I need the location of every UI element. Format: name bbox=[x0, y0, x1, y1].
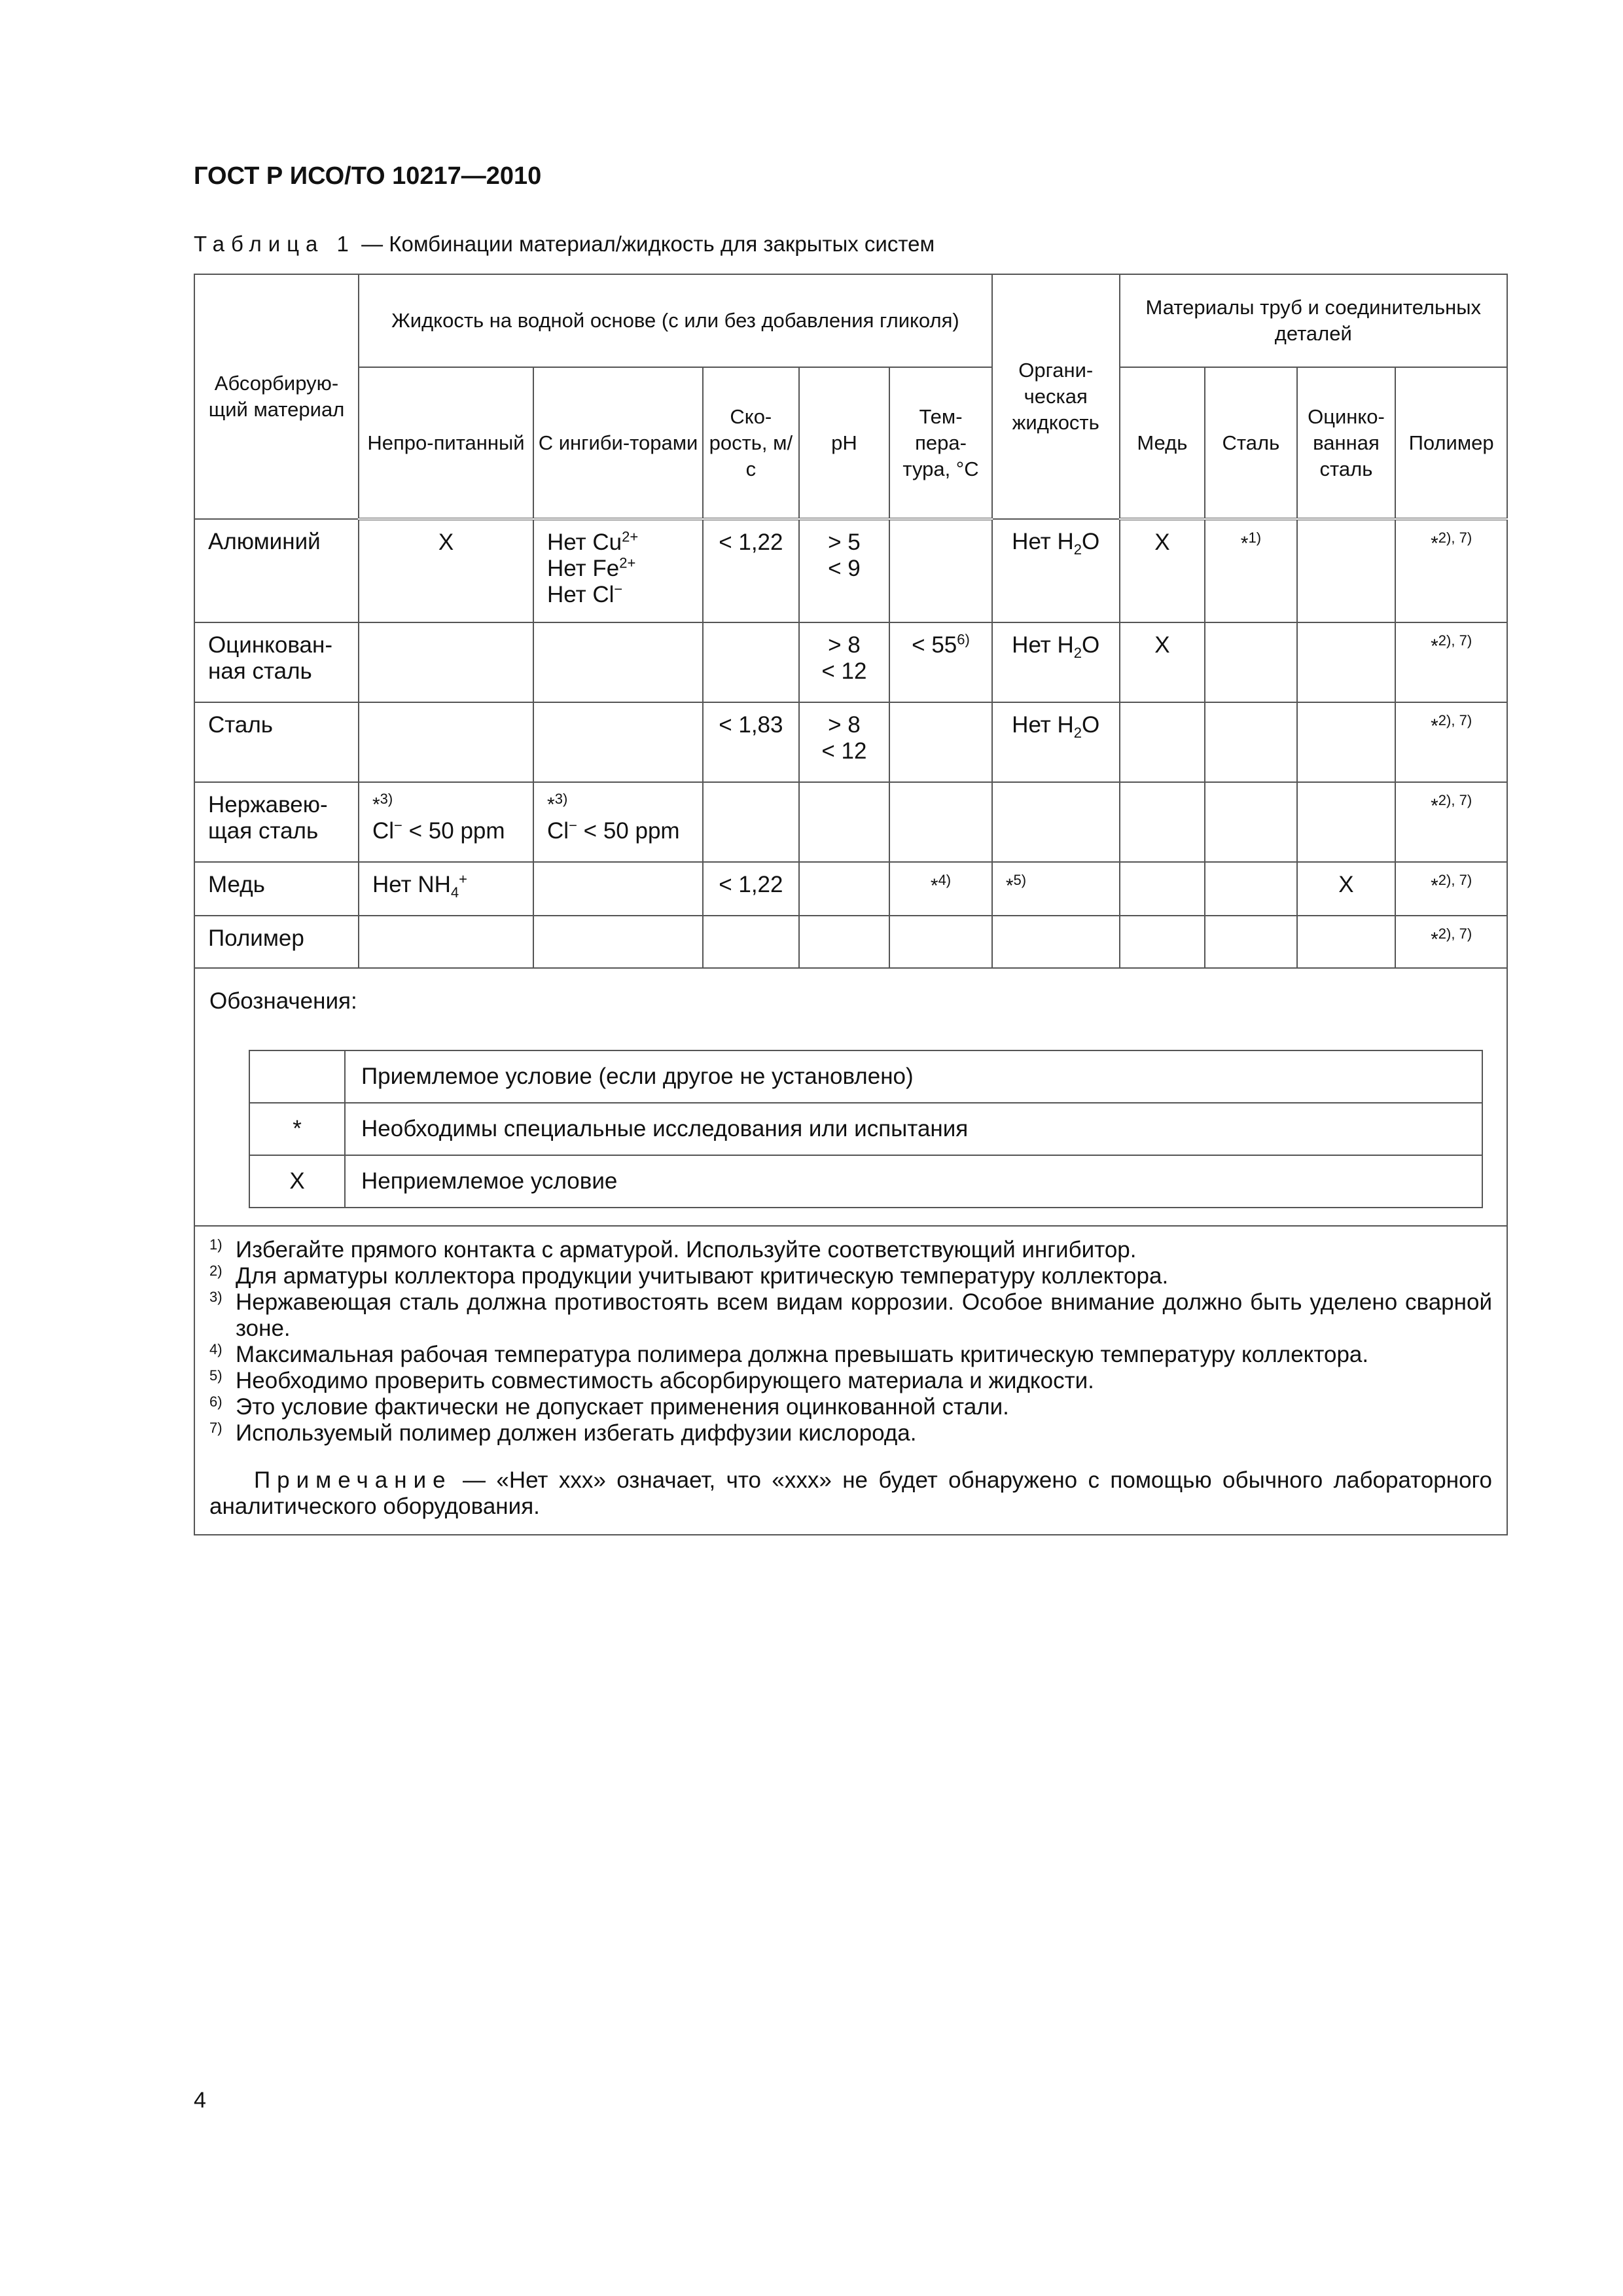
footnote: 3) Нержавеющая сталь должна противостоять всем видам коррозии. Особое внимание должно быть уделено сварной зоне. bbox=[209, 1289, 1492, 1341]
cell-steel bbox=[1205, 916, 1297, 968]
note-text: — «Нет xxx» означает, что «xxx» не будет обнаружено с помощью обычного лабораторного аналитического оборудования. bbox=[209, 1467, 1492, 1519]
header-water-group: Жидкость на водной основе (с или без добавления гликоля) bbox=[359, 274, 992, 367]
cell-temperature bbox=[889, 519, 992, 622]
header-absorber: Абсорбирую-щий материал bbox=[194, 274, 359, 519]
cell-polymer: *$^{2), 7)}$ bbox=[1395, 862, 1507, 916]
cell-ph: > 8 < 12 bbox=[799, 622, 890, 702]
table-row-polymer bbox=[194, 916, 1507, 968]
table-caption-label: Таблица 1 bbox=[194, 232, 355, 256]
cell-speed bbox=[703, 622, 799, 702]
header-ph: pH bbox=[799, 367, 890, 519]
cell-speed: < 1,22 bbox=[703, 519, 799, 622]
legend-symbol: * bbox=[249, 1103, 345, 1155]
header-steel: Сталь bbox=[1205, 367, 1297, 519]
header-pipe-group: Материалы труб и соединительных деталей bbox=[1120, 274, 1507, 367]
cell-galvanized bbox=[1297, 916, 1396, 968]
footnote: 4) Максимальная рабочая температура полимера должна превышать критическую температуру коллектора. bbox=[209, 1341, 1369, 1367]
cell-temperature bbox=[889, 782, 992, 862]
cell-temperature bbox=[889, 916, 992, 968]
table-row-galvanized-steel bbox=[194, 622, 1507, 702]
header-temperature: Тем-пера-тура, °C bbox=[889, 367, 992, 519]
cell-inhibitors bbox=[533, 916, 703, 968]
cell-copper: X bbox=[1120, 622, 1205, 702]
cell-galvanized bbox=[1297, 622, 1396, 702]
header-copper: Медь bbox=[1120, 367, 1205, 519]
legend-table bbox=[249, 1050, 1483, 1208]
notes-row bbox=[194, 1226, 1507, 1535]
cell-organic: *$^{5)}$ bbox=[992, 862, 1120, 916]
row-material-name: Сталь bbox=[194, 702, 359, 782]
cell-galvanized bbox=[1297, 702, 1396, 782]
header-untreated: Непро-питанный bbox=[359, 367, 533, 519]
cell-polymer: *$^{2), 7)}$ bbox=[1395, 916, 1507, 968]
cell-temperature: *$^{4)}$ bbox=[889, 862, 992, 916]
cell-steel bbox=[1205, 702, 1297, 782]
table-row-stainless-steel bbox=[194, 782, 1507, 862]
cell-polymer: *$^{2), 7)}$ bbox=[1395, 622, 1507, 702]
cell-steel bbox=[1205, 622, 1297, 702]
footnote: 7) Используемый полимер должен избегать диффузии кислорода. bbox=[209, 1420, 917, 1446]
table-row-steel bbox=[194, 702, 1507, 782]
cell-inhibitors bbox=[533, 622, 703, 702]
legend-item bbox=[249, 1103, 1482, 1155]
legend-title: Обозначения: bbox=[209, 988, 357, 1014]
cell-organic: Нет $H_2O$ bbox=[992, 702, 1120, 782]
table-row-copper bbox=[194, 862, 1507, 916]
cell-organic: Нет $H_2O$ bbox=[992, 519, 1120, 622]
cell-untreated: *$^{3)}$ Cl− < 50 ppm bbox=[359, 782, 533, 862]
cell-copper bbox=[1120, 702, 1205, 782]
cell-steel: *$^{1)}$ bbox=[1205, 519, 1297, 622]
footnote: 2) Для арматуры коллектора продукции учитывают критическую температуру коллектора. bbox=[209, 1263, 1169, 1289]
cell-speed bbox=[703, 916, 799, 968]
cell-temperature bbox=[889, 702, 992, 782]
cell-inhibitors: Нет $Cu^{2+}$ Нет $Fe^{2+}$ Нет Cl− bbox=[533, 519, 703, 622]
cell-untreated bbox=[359, 622, 533, 702]
cell-polymer: *$^{2), 7)}$ bbox=[1395, 782, 1507, 862]
page-number: 4 bbox=[194, 2088, 206, 2113]
header-polymer: Полимер bbox=[1395, 367, 1507, 519]
legend-item bbox=[249, 1155, 1482, 1208]
header-galvanized: Оцинко-ванная сталь bbox=[1297, 367, 1396, 519]
cell-inhibitors bbox=[533, 702, 703, 782]
legend-text: Необходимы специальные исследования или испытания bbox=[345, 1103, 1482, 1155]
cell-galvanized: X bbox=[1297, 862, 1396, 916]
footnotes-section bbox=[194, 1226, 1507, 1535]
cell-steel bbox=[1205, 782, 1297, 862]
row-material-name: Оцинкован-ная сталь bbox=[194, 622, 359, 702]
table-note bbox=[209, 1467, 1492, 1520]
footnote: 5) Необходимо проверить совместимость абсорбирующего материала и жидкости. bbox=[209, 1367, 1094, 1393]
legend-section bbox=[194, 968, 1507, 1226]
legend-symbol bbox=[249, 1050, 345, 1103]
cell-temperature: < $55^{6)}$ bbox=[889, 622, 992, 702]
cell-inhibitors: *$^{3)}$ Cl− < 50 ppm bbox=[533, 782, 703, 862]
row-material-name: Алюминий bbox=[194, 519, 359, 622]
cell-untreated bbox=[359, 916, 533, 968]
compatibility-table-container bbox=[194, 274, 1508, 1535]
cell-speed: < 1,83 bbox=[703, 702, 799, 782]
cell-galvanized bbox=[1297, 519, 1396, 622]
table-caption-text: — Комбинации материал/жидкость для закрытых систем bbox=[355, 232, 935, 256]
footnote: 6) Это условие фактически не допускает применения оцинкованной стали. bbox=[209, 1393, 1009, 1420]
legend-text: Неприемлемое условие bbox=[345, 1155, 1482, 1208]
cell-ph bbox=[799, 916, 890, 968]
cell-copper bbox=[1120, 916, 1205, 968]
legend-item bbox=[249, 1050, 1482, 1103]
compatibility-table bbox=[194, 274, 1508, 1535]
legend-text: Приемлемое условие (если другое не установлено) bbox=[345, 1050, 1482, 1103]
cell-organic: Нет $H_2O$ bbox=[992, 622, 1120, 702]
cell-ph bbox=[799, 862, 890, 916]
cell-untreated: X bbox=[359, 519, 533, 622]
cell-galvanized bbox=[1297, 782, 1396, 862]
cell-untreated bbox=[359, 702, 533, 782]
cell-speed: < 1,22 bbox=[703, 862, 799, 916]
legend-symbol: X bbox=[249, 1155, 345, 1208]
table-caption bbox=[194, 232, 935, 257]
cell-ph bbox=[799, 782, 890, 862]
header-row-1 bbox=[194, 274, 1507, 367]
note-label: Примечание bbox=[254, 1467, 452, 1493]
row-material-name: Медь bbox=[194, 862, 359, 916]
cell-copper: X bbox=[1120, 519, 1205, 622]
row-material-name: Нержавею-щая сталь bbox=[194, 782, 359, 862]
cell-untreated: Нет $NH_4^+$ bbox=[359, 862, 533, 916]
footnote: 1) Избегайте прямого контакта с арматурой. Используйте соответствующий ингибитор. bbox=[209, 1236, 1137, 1263]
cell-polymer: *$^{2), 7)}$ bbox=[1395, 702, 1507, 782]
cell-ph: > 8 < 12 bbox=[799, 702, 890, 782]
cell-steel bbox=[1205, 862, 1297, 916]
header-row-2 bbox=[194, 367, 1507, 519]
header-speed: Ско-рость, м/с bbox=[703, 367, 799, 519]
document-header: ГОСТ Р ИСО/ТО 10217—2010 bbox=[194, 162, 542, 190]
cell-polymer: *$^{2), 7)}$ bbox=[1395, 519, 1507, 622]
cell-inhibitors bbox=[533, 862, 703, 916]
cell-speed bbox=[703, 782, 799, 862]
cell-organic bbox=[992, 782, 1120, 862]
header-organic: Органи-ческая жидкость bbox=[992, 274, 1120, 519]
cell-organic bbox=[992, 916, 1120, 968]
table-row-aluminium bbox=[194, 519, 1507, 622]
cell-copper bbox=[1120, 782, 1205, 862]
row-material-name: Полимер bbox=[194, 916, 359, 968]
cell-copper bbox=[1120, 862, 1205, 916]
legend-row bbox=[194, 968, 1507, 1226]
cell-ph: > 5 < 9 bbox=[799, 519, 890, 622]
header-inhibitors: С ингиби-торами bbox=[533, 367, 703, 519]
